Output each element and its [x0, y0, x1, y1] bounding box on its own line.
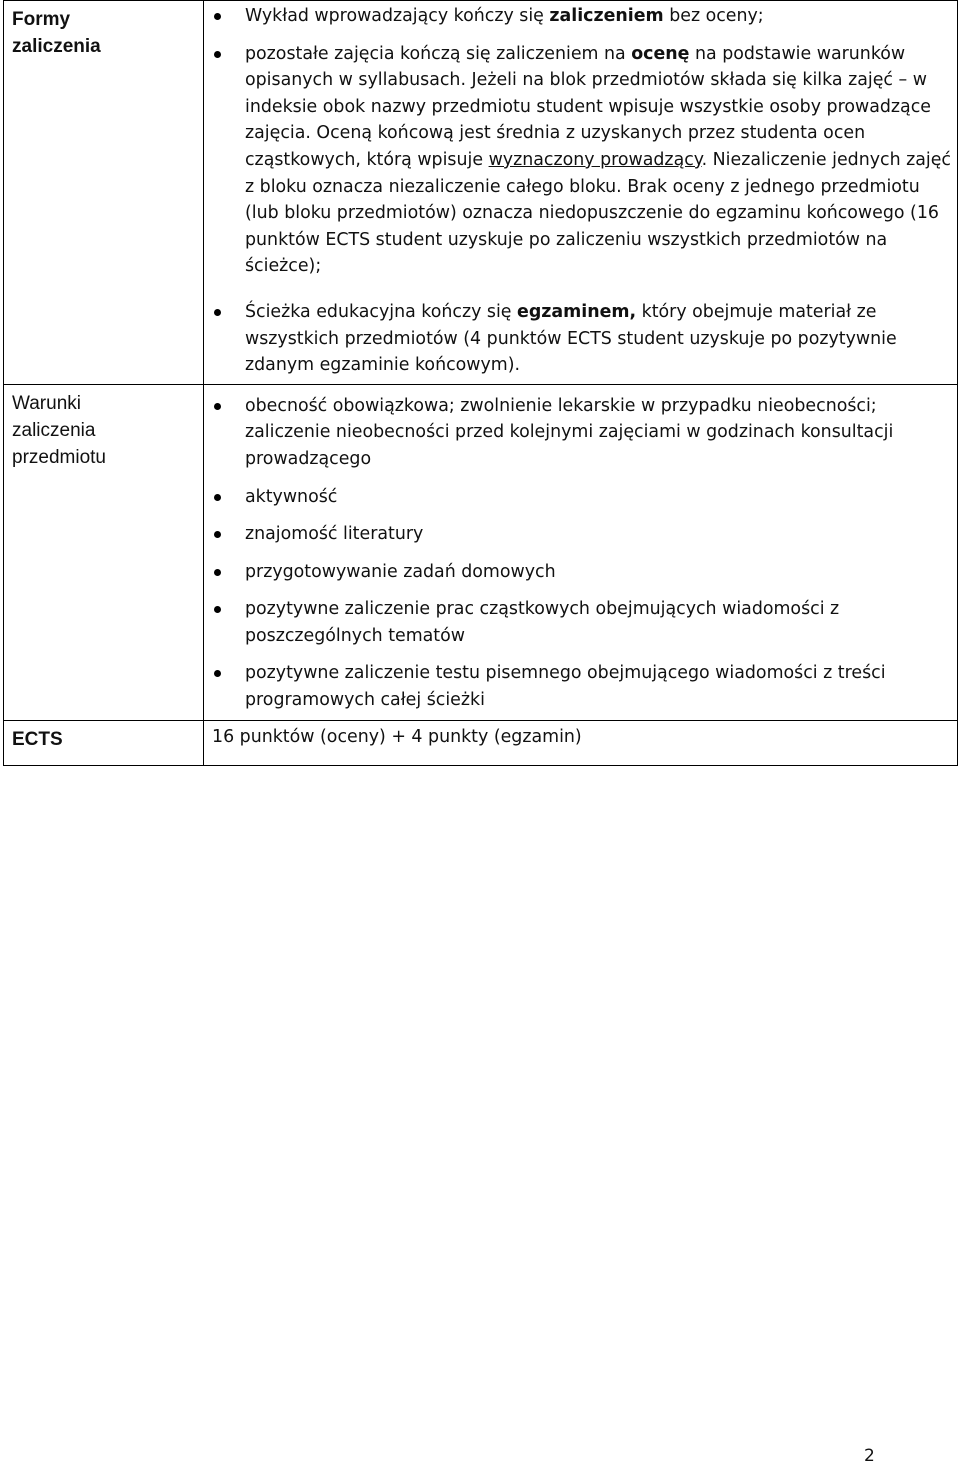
forms-item1-bold: zaliczeniem [549, 6, 664, 26]
forms-item3-bold: egzaminem, [517, 301, 637, 322]
page-number: 2 [864, 1446, 875, 1466]
label-forms-line1: Formy [12, 9, 71, 30]
forms-item3-text1: Ścieżka edukacyjna kończy się [245, 301, 518, 322]
label-ects-text: ECTS [12, 728, 63, 750]
content-ects [204, 720, 958, 765]
forms-item3-text2: który obejmuje materiał ze wszystkich przedmiotów (4 punktów ECTS student uzyskuje po pozytywnie zdanym egzaminie końcowym). [245, 301, 897, 376]
list-item [204, 3, 957, 30]
list-item: znajomość literatury [204, 521, 957, 548]
label-conditions [4, 384, 204, 720]
list-item: przygotowywanie zadań domowych [204, 559, 957, 586]
forms-item2-text1: pozostałe zajęcia kończą się zaliczeniem na [245, 43, 632, 64]
list-item [204, 299, 957, 379]
forms-list [204, 3, 957, 379]
label-conditions-line3: przedmiotu [12, 446, 106, 468]
content-conditions [204, 384, 958, 720]
label-forms-line2: zaliczenia [12, 36, 101, 57]
requirements-table [3, 0, 958, 766]
content-forms [204, 1, 958, 385]
row-forms [4, 1, 958, 385]
forms-item1-text2: bez oceny; [663, 6, 764, 26]
list-item: pozytywne zaliczenie testu pisemnego obejmującego wiadomości z treści programowych całej ścieżki [204, 660, 957, 713]
list-item [204, 41, 957, 280]
forms-item2-text2: na podstawie warunków opisanych w syllabusach. Jeżeli na blok przedmiotów składa się kilka zajęć – w indeksie obok nazwy przedmiotu student wpisuje wszystkie osoby prowadzące zajęcia. Oceną końcową jest średnia z uzyskanych przez studenta ocen cząstkowych, którą wpisuje [245, 43, 931, 170]
forms-item2-text3: . Niezaliczenie jednych zajęć z bloku oznacza niezaliczenie całego bloku. Brak oceny z jednego przedmiotu (lub bloku przedmiotów) oznacza niedopuszczenie do egzaminu końcowego (16 punktów ECTS student uzyskuje po zaliczeniu wszystkich przedmiotów na ścieżce); [245, 149, 951, 277]
forms-item2-bold: ocenę [631, 43, 690, 64]
label-conditions-line2: zaliczenia [12, 419, 96, 441]
forms-item2-underlined: wyznaczony prowadzący [488, 149, 702, 170]
forms-item1-text1: Wykład wprowadzający kończy się [245, 6, 550, 26]
row-ects [4, 720, 958, 765]
list-item: pozytywne zaliczenie prac cząstkowych obejmujących wiadomości z poszczególnych tematów [204, 596, 957, 649]
list-item: obecność obowiązkowa; zwolnienie lekarskie w przypadku nieobecności; zaliczenie nieobecności przed kolejnymi zajęciami w godzinach konsultacji prowadzącego [204, 393, 957, 473]
list-item: aktywność [204, 484, 957, 511]
row-conditions [4, 384, 958, 720]
label-conditions-line1: Warunki [12, 392, 81, 414]
ects-value: 16 punktów (oceny) + 4 punkty (egzamin) [212, 726, 582, 747]
label-forms [4, 1, 204, 385]
label-ects [4, 720, 204, 765]
conditions-list [204, 393, 957, 714]
